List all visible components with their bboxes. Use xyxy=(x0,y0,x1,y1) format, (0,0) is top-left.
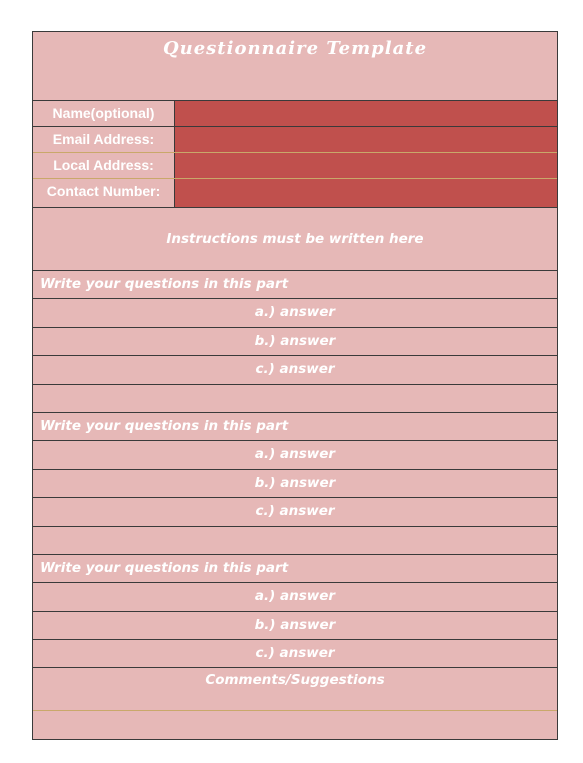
local-address-field[interactable] xyxy=(175,153,557,178)
answer-option[interactable]: c.) answer xyxy=(255,645,335,661)
name-label: Name(optional) xyxy=(33,101,175,126)
question-3-answer-b-row xyxy=(33,612,557,640)
question-2-prompt[interactable]: Write your questions in this part xyxy=(40,418,289,434)
contact-number-label: Contact Number: xyxy=(33,179,175,207)
question-1-prompt[interactable]: Write your questions in this part xyxy=(40,276,289,292)
question-2-answer-c-row xyxy=(33,498,557,527)
question-2-answer-b-row xyxy=(33,470,557,498)
comments-input-row[interactable] xyxy=(33,711,557,740)
question-2-answer-a-row xyxy=(33,441,557,470)
contact-info-table xyxy=(33,101,557,208)
question-2-row xyxy=(33,413,557,441)
answer-option[interactable]: b.) answer xyxy=(254,333,336,349)
questionnaire-form xyxy=(32,31,558,740)
answer-option[interactable]: b.) answer xyxy=(254,475,336,491)
question-3-answer-a-row xyxy=(33,583,557,612)
comments-label: Comments/Suggestions xyxy=(205,672,385,688)
email-field[interactable] xyxy=(175,127,557,152)
question-3-answer-c-row xyxy=(33,640,557,668)
contact-row-number xyxy=(33,179,557,207)
name-field[interactable] xyxy=(175,101,557,126)
contact-row-local-address xyxy=(33,153,557,179)
answer-option[interactable]: a.) answer xyxy=(254,446,336,462)
question-1-row xyxy=(33,271,557,299)
contact-row-name xyxy=(33,101,557,127)
answer-option[interactable]: b.) answer xyxy=(254,617,336,633)
question-1-answer-a-row xyxy=(33,299,557,328)
email-label: Email Address: xyxy=(33,127,175,152)
spacer-row xyxy=(33,527,557,555)
form-title: Questionnaire Template xyxy=(162,38,428,59)
answer-option[interactable]: a.) answer xyxy=(254,304,336,320)
instructions-text: Instructions must be written here xyxy=(166,231,424,247)
title-row xyxy=(33,32,557,101)
instructions-row xyxy=(33,208,557,271)
answer-option[interactable]: c.) answer xyxy=(255,361,335,377)
spacer-row xyxy=(33,385,557,413)
local-address-label: Local Address: xyxy=(33,153,175,178)
contact-number-field[interactable] xyxy=(175,179,557,207)
answer-option[interactable]: c.) answer xyxy=(255,503,335,519)
question-1-answer-c-row xyxy=(33,356,557,385)
question-3-row xyxy=(33,555,557,583)
question-3-prompt[interactable]: Write your questions in this part xyxy=(40,560,289,576)
comments-row xyxy=(33,668,557,711)
question-1-answer-b-row xyxy=(33,328,557,356)
contact-row-email xyxy=(33,127,557,153)
answer-option[interactable]: a.) answer xyxy=(254,588,336,604)
